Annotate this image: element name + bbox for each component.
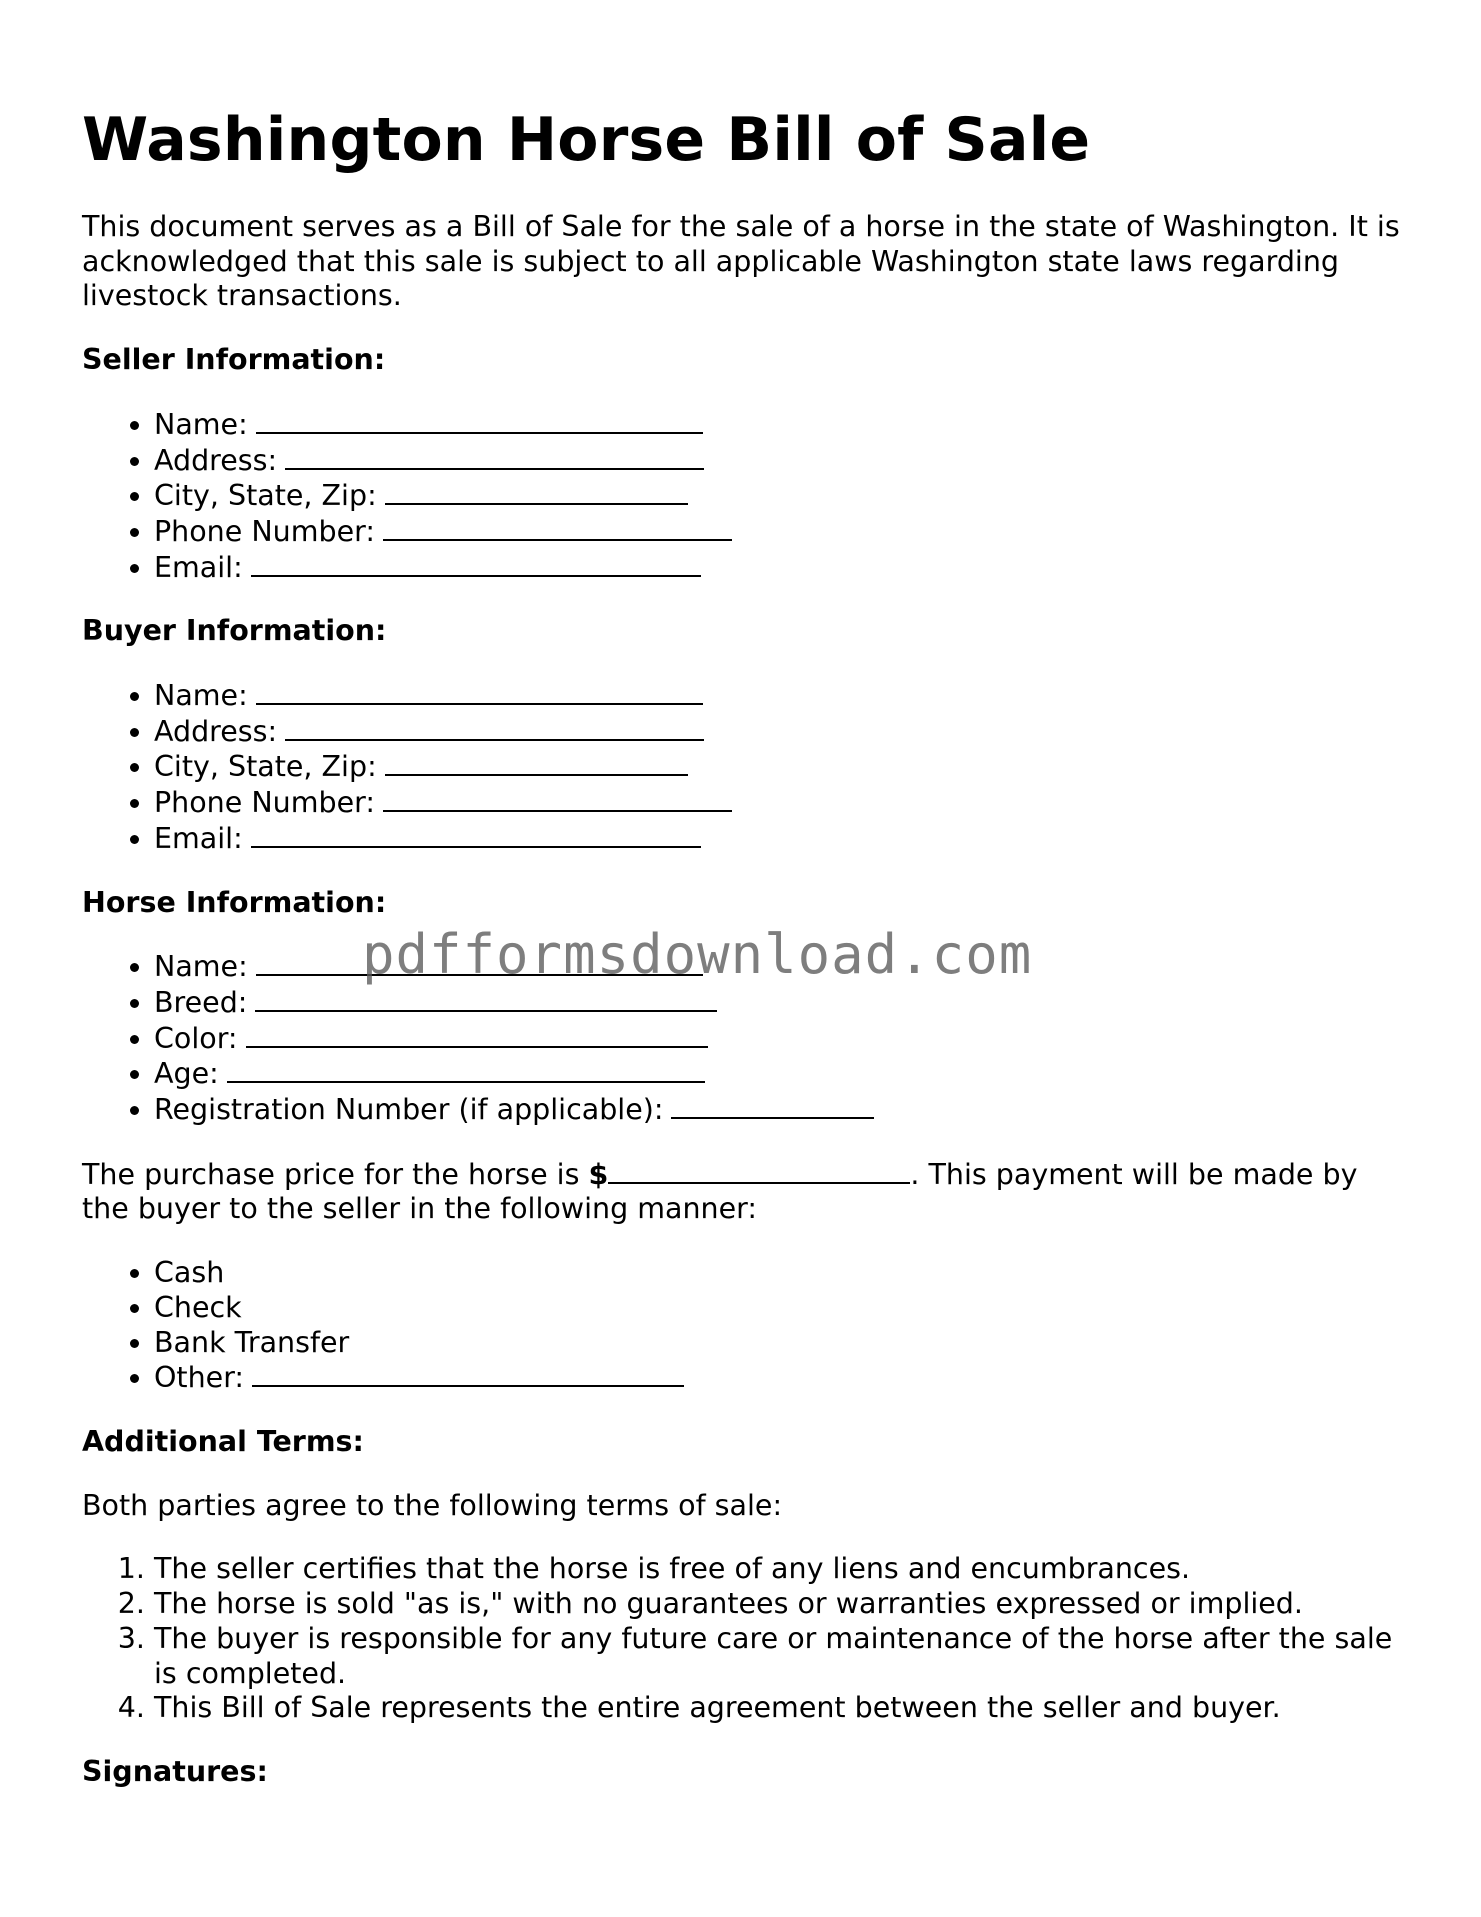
buyer-phone-blank[interactable] xyxy=(383,785,732,812)
additional-terms-intro: Both parties agree to the following terms of sale: xyxy=(82,1488,783,1522)
payment-method-bank-transfer: • Bank Transfer xyxy=(154,1326,1412,1361)
seller-name-blank[interactable] xyxy=(256,407,703,434)
buyer-email-field: • Email: xyxy=(154,821,1412,857)
buyer-phone-field: • Phone Number: xyxy=(154,785,1412,821)
seller-fields-list xyxy=(82,407,1412,586)
purchase-price-paragraph: The purchase price for the horse is $ . This payment will be made by the buyer to the seller in the following manner: xyxy=(82,1157,1358,1226)
payment-other-blank[interactable] xyxy=(252,1360,684,1387)
payment-method-other: • Other: xyxy=(154,1360,1412,1396)
currency-symbol: $ xyxy=(588,1157,609,1191)
term-item: 4. This Bill of Sale represents the entire agreement between the seller and buyer. xyxy=(154,1691,1412,1726)
buyer-fields-list xyxy=(82,678,1412,857)
horse-name-field: • Name: xyxy=(154,949,1412,985)
seller-phone-blank[interactable] xyxy=(383,514,732,541)
additional-terms-heading: Additional Terms: xyxy=(82,1424,364,1458)
document-title: Washington Horse Bill of Sale xyxy=(82,105,1091,175)
seller-name-field: • Name: xyxy=(154,407,1412,443)
seller-city-state-zip-field: • City, State, Zip: xyxy=(154,478,1412,514)
watermark-text: pdfformsdownload.com xyxy=(362,923,1033,986)
buyer-name-blank[interactable] xyxy=(256,678,703,705)
terms-list xyxy=(82,1552,1412,1726)
seller-email-field: • Email: xyxy=(154,550,1412,586)
horse-color-field: • Color: xyxy=(154,1021,1412,1057)
purchase-price-blank[interactable] xyxy=(608,1157,910,1184)
horse-registration-field: • Registration Number (if applicable): xyxy=(154,1092,1412,1128)
buyer-address-field: • Address: xyxy=(154,714,1412,750)
intro-paragraph: This document serves as a Bill of Sale for the sale of a horse in the state of Washington. It is acknowledged that this sale is subject to all applicable Washington state laws regarding livestock transactions. xyxy=(82,210,1400,313)
buyer-name-field: • Name: xyxy=(154,678,1412,714)
horse-fields-list xyxy=(82,949,1412,1128)
horse-color-blank[interactable] xyxy=(246,1021,708,1048)
payment-method-check: • Check xyxy=(154,1291,1412,1326)
seller-email-blank[interactable] xyxy=(251,550,701,577)
horse-breed-blank[interactable] xyxy=(255,985,717,1012)
horse-age-blank[interactable] xyxy=(227,1056,705,1083)
horse-name-blank[interactable] xyxy=(256,949,703,976)
horse-heading: Horse Information: xyxy=(82,885,387,919)
term-item: 1. The seller certifies that the horse is free of any liens and encumbrances. xyxy=(154,1552,1412,1587)
seller-address-blank[interactable] xyxy=(285,443,704,470)
seller-city-state-zip-blank[interactable] xyxy=(385,478,688,505)
term-item: 3. The buyer is responsible for any future care or maintenance of the horse after the sale is completed. xyxy=(154,1622,1412,1691)
horse-age-field: • Age: xyxy=(154,1056,1412,1092)
seller-heading: Seller Information: xyxy=(82,343,386,377)
buyer-city-state-zip-field: • City, State, Zip: xyxy=(154,749,1412,785)
seller-phone-field: • Phone Number: xyxy=(154,514,1412,550)
horse-breed-field: • Breed: xyxy=(154,985,1412,1021)
buyer-heading: Buyer Information: xyxy=(82,614,387,648)
term-item: 2. The horse is sold "as is," with no guarantees or warranties expressed or implied. xyxy=(154,1587,1412,1622)
buyer-email-blank[interactable] xyxy=(251,821,701,848)
seller-address-field: • Address: xyxy=(154,443,1412,479)
payment-methods-list xyxy=(82,1256,1412,1396)
buyer-city-state-zip-blank[interactable] xyxy=(385,749,688,776)
horse-registration-blank[interactable] xyxy=(671,1092,874,1119)
buyer-address-blank[interactable] xyxy=(285,714,704,741)
payment-method-cash: • Cash xyxy=(154,1256,1412,1291)
document-page xyxy=(82,98,1412,1819)
signatures-heading: Signatures: xyxy=(82,1754,268,1788)
